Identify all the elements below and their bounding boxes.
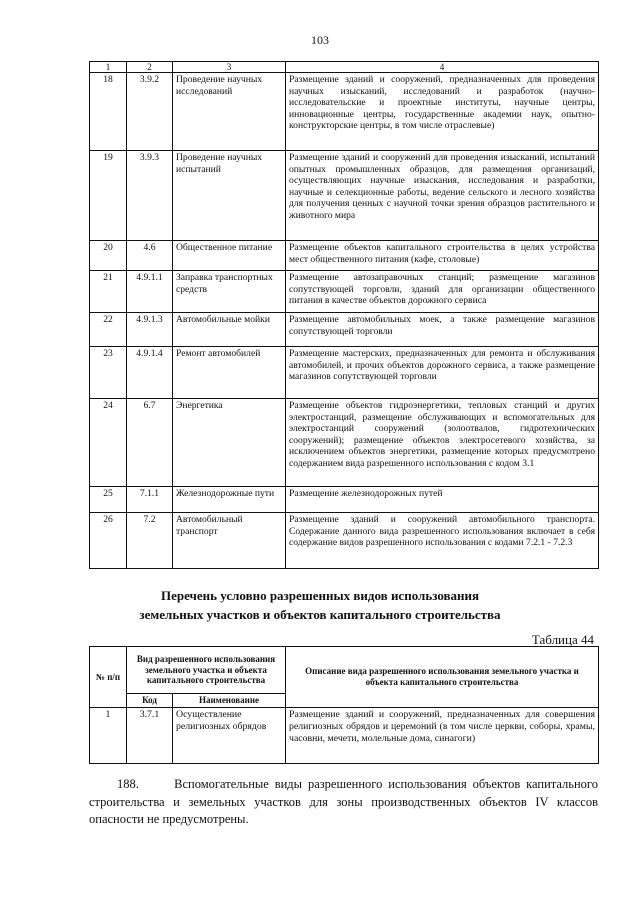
header-num: № п/п	[90, 647, 127, 708]
table-row	[90, 513, 599, 569]
row-code: 3.9.3	[127, 151, 173, 241]
row-name: Автомобильные мойки	[173, 313, 286, 347]
header-name: Наименование	[173, 694, 286, 708]
table-row	[90, 399, 599, 487]
row-description: Размещение объектов гидроэнергетики, тепловых станций и других электростанций, размещение обслуживающих и вспомогательных для электростанций сооружений (золоотвалов, гидротехнических сооружений); размещение объектов электросетевого хозяйства, за исключением объектов энергетики, размещение которых предусмотрено содержанием вида разрешенного использования с кодом 3.1	[286, 399, 599, 487]
row-description: Размещение зданий и сооружений, предназначенных для совершения религиозных обрядов и церемоний (в том числе церкви, соборы, храмы, часовни, мечети, молельные дома, синагоги)	[286, 707, 599, 763]
row-number: 22	[90, 313, 127, 347]
table-header-row	[90, 647, 599, 694]
row-name: Проведение научных испытаний	[173, 151, 286, 241]
table-row	[90, 313, 599, 347]
row-code: 7.1.1	[127, 487, 173, 513]
table-header-row	[90, 62, 599, 73]
table-row	[90, 487, 599, 513]
row-code: 6.7	[127, 399, 173, 487]
row-number: 20	[90, 241, 127, 271]
conditional-use-table	[89, 646, 599, 764]
row-description: Размещение мастерских, предназначенных для ремонта и обслуживания автомобилей, и прочих объектов дорожного сервиса, а также размещение магазинов сопутствующей торговли	[286, 347, 599, 399]
row-number: 19	[90, 151, 127, 241]
row-code: 4.9.1.3	[127, 313, 173, 347]
header-type-group: Вид разрешенного использования земельного участка и объекта капитального строительства	[127, 647, 286, 694]
row-description: Размещение автозаправочных станций; размещение магазинов сопутствующей торговли, зданий для организации общественного питания в качестве объектов дорожного сервиса	[286, 271, 599, 313]
row-number: 24	[90, 399, 127, 487]
row-name: Общественное питание	[173, 241, 286, 271]
row-name: Заправка транспортных средств	[173, 271, 286, 313]
table-row	[90, 347, 599, 399]
paragraph-number: 188.	[117, 777, 139, 791]
row-number: 26	[90, 513, 127, 569]
row-name: Автомобильный транспорт	[173, 513, 286, 569]
row-name: Железнодорожные пути	[173, 487, 286, 513]
table-row	[90, 271, 599, 313]
row-name: Проведение научных исследований	[173, 73, 286, 151]
row-description: Размещение зданий и сооружений для проведения изысканий, испытаний опытных промышленных образцов, для размещения организаций, осуществляющих научные изыскания, исследования и разработки, научные и селекционные работы, ведение сельского и лесного хозяйства для получения ценных с научной точки зрения образцов растительного и животного мира	[286, 151, 599, 241]
header-col-4: 4	[286, 62, 599, 73]
row-code: 4.9.1.4	[127, 347, 173, 399]
paragraph-text: Вспомогательные виды разрешенного использования объектов капитального строительства и земельных участков для зоны производственных объектов IV классов опасности не предусмотрены.	[89, 777, 598, 826]
row-code: 7.2	[127, 513, 173, 569]
section-heading-line-2: земельных участков и объектов капитального строительства	[139, 607, 501, 622]
paragraph-188	[89, 776, 598, 829]
row-number: 23	[90, 347, 127, 399]
row-code: 3.9.2	[127, 73, 173, 151]
row-number: 18	[90, 73, 127, 151]
row-number: 21	[90, 271, 127, 313]
header-col-2: 2	[127, 62, 173, 73]
header-col-1: 1	[90, 62, 127, 73]
row-description: Размещение автомобильных моек, а также размещение магазинов сопутствующей торговли	[286, 313, 599, 347]
row-name: Энергетика	[173, 399, 286, 487]
header-description: Описание вида разрешенного использования земельного участка и объекта капитального строительства	[286, 647, 599, 708]
row-name: Осуществление религиозных обрядов	[173, 707, 286, 763]
row-number: 1	[90, 707, 127, 763]
row-description: Размещение зданий и сооружений автомобильного транспорта. Содержание данного вида разрешенного использования включает в себя содержание видов разрешенного использования с кодами 7.2.1 - 7.2.3	[286, 513, 599, 569]
row-description: Размещение объектов капитального строительства в целях устройства мест общественного питания (кафе, столовые)	[286, 241, 599, 271]
row-description: Размещение железнодорожных путей	[286, 487, 599, 513]
table-caption: Таблица 44	[531, 632, 594, 647]
row-description: Размещение зданий и сооружений, предназначенных для проведения научных изысканий, исследований и разработок (научно-исследовательские и проектные институты, научные центры, инновационные центры, государственные академии наук, опытно-конструкторские центры, в том числе отраслевые)	[286, 73, 599, 151]
land-use-table	[89, 61, 599, 569]
table-row	[90, 151, 599, 241]
table-row	[90, 707, 599, 763]
header-code: Код	[127, 694, 173, 708]
row-name: Ремонт автомобилей	[173, 347, 286, 399]
table-row	[90, 241, 599, 271]
page-number: 103	[311, 33, 329, 47]
row-number: 25	[90, 487, 127, 513]
row-code: 4.9.1.1	[127, 271, 173, 313]
header-col-3: 3	[173, 62, 286, 73]
section-heading	[0, 586, 640, 624]
row-code: 4.6	[127, 241, 173, 271]
section-heading-line-1: Перечень условно разрешенных видов использования	[160, 588, 480, 603]
row-code: 3.7.1	[127, 707, 173, 763]
table-row	[90, 73, 599, 151]
